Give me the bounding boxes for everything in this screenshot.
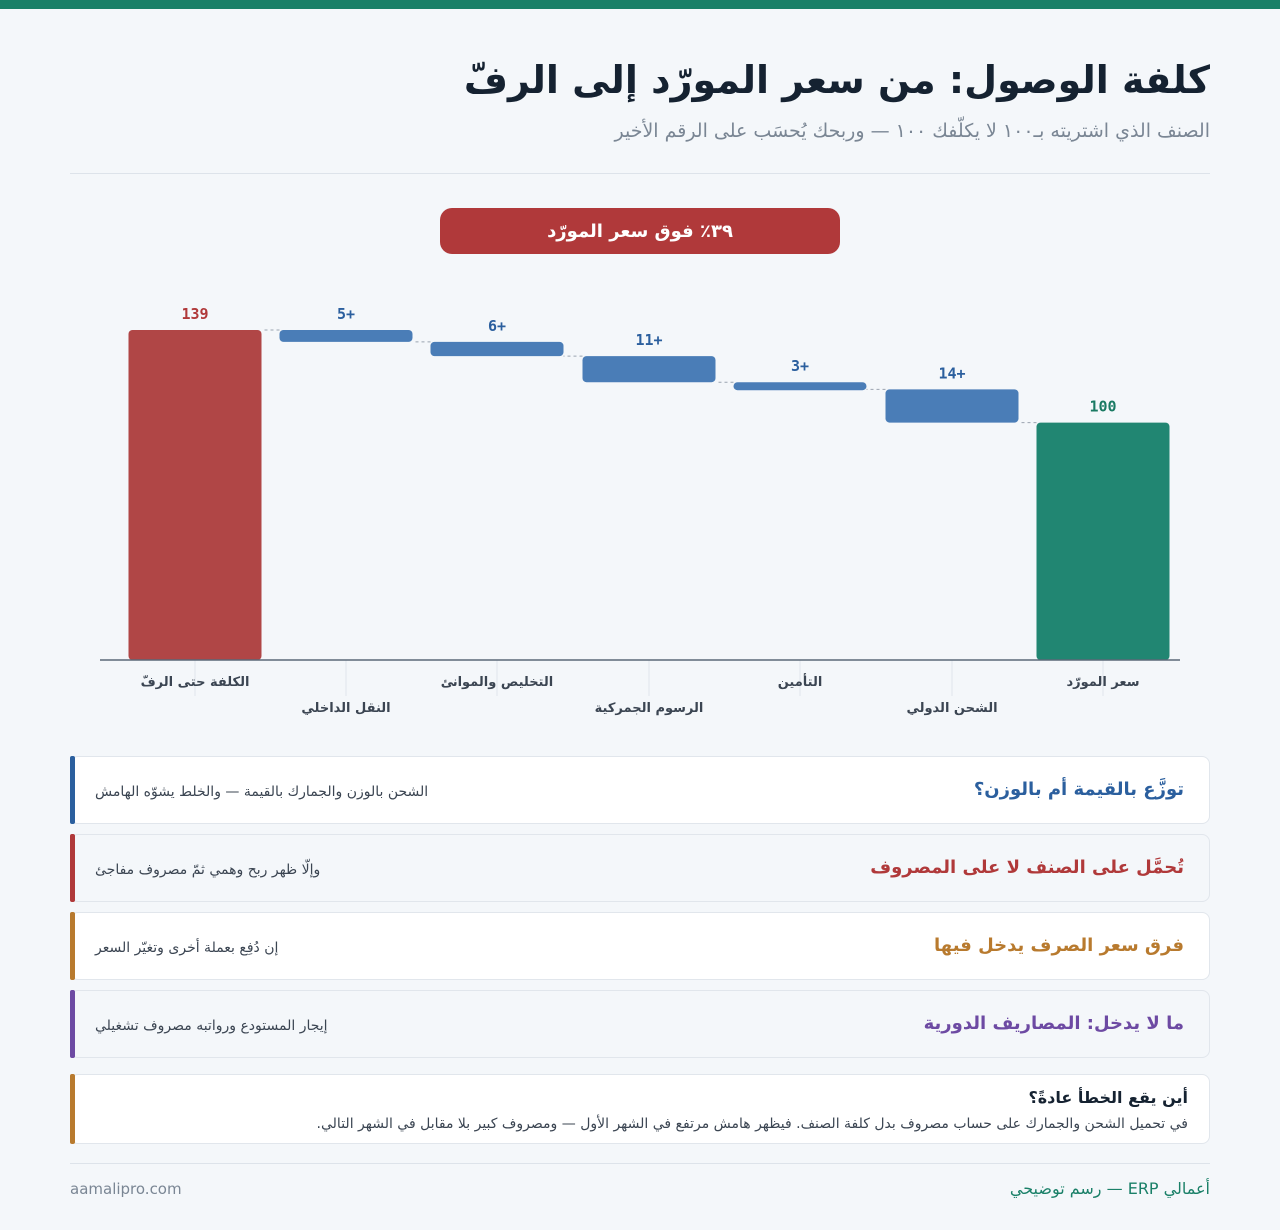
note-card-allocation [70,756,1210,824]
bar-value-label: +14 [938,364,966,383]
note-text: إن دُفِع بعملة أخرى وتغيّر السعر [95,940,279,956]
waterfall-bar [431,342,564,356]
note-card-capitalize [70,834,1210,902]
bar-value-label: 139 [181,305,209,323]
waterfall-bar [129,330,262,660]
note-text: وإلّا ظهر ربح وهمي ثمّ مصروف مفاجئ [95,862,321,878]
markup-badge: ٣٩٪ فوق سعر المورّد [440,208,840,254]
callout-stripe [70,1074,75,1144]
note-card-exclusions [70,990,1210,1058]
waterfall-bar [583,356,716,382]
footer-brand: أعمالي ERP — رسم توضيحي [1009,1179,1210,1198]
page-title: كلفة الوصول: من سعر المورّد إلى الرفّ [463,58,1210,102]
note-stripe [70,912,75,980]
bar-value-label: +5 [336,305,356,323]
note-text: إيجار المستودع ورواتبه مصروف تشغيلي [95,1018,328,1034]
footer-site-link[interactable]: aamalipro.com [70,1180,182,1198]
callout-title: أين يقع الخطأ عادةً؟ [1028,1088,1188,1107]
bar-value-label: +3 [790,357,810,376]
note-stripe [70,990,75,1058]
note-card-fx [70,912,1210,980]
footer-divider [70,1163,1210,1164]
note-title: توزَّع بالقيمة أم بالوزن؟ [973,779,1184,800]
note-stripe [70,834,75,902]
page-subtitle: الصنف الذي اشتريته بـ١٠٠ لا يكلّفك ١٠٠ — وربحك يُحسَب على الرقم الأخير [614,120,1210,142]
x-tick-label: التأمين [777,675,823,690]
bar-value-label: +11 [635,331,663,350]
x-tick-label: الشحن الدولي [906,701,998,716]
waterfall-bar [280,330,413,342]
bar-value-label: 100 [1089,397,1117,416]
x-tick-label: النقل الداخلي [301,701,391,716]
x-tick-label: التخليص والموانئ [440,675,554,690]
note-stripe [70,756,75,824]
waterfall-chart [0,290,1280,730]
common-mistake-callout [70,1074,1210,1144]
header-divider [70,173,1210,174]
x-tick-label: الرسوم الجمركية [594,701,704,716]
note-title: ما لا يدخل: المصاريف الدورية [923,1013,1184,1034]
note-text: الشحن بالوزن والجمارك بالقيمة — والخلط يشوّه الهامش [95,784,429,800]
waterfall-bar [886,389,1019,422]
x-tick-label: سعر المورّد [1066,675,1140,690]
top-accent-bar [0,0,1280,9]
callout-text: في تحميل الشحن والجمارك على حساب مصروف بدل كلفة الصنف. فيظهر هامش مرتفع في الشهر الأول — ومصروف كبير بلا مقابل في الشهر التالي. [316,1116,1188,1132]
note-title: تُحمَّل على الصنف لا على المصروف [870,857,1184,878]
bar-value-label: +6 [487,316,507,335]
x-tick-label: الكلفة حتى الرفّ [140,675,250,690]
waterfall-bar [734,382,867,390]
waterfall-bar [1037,423,1170,660]
note-title: فرق سعر الصرف يدخل فيها [934,935,1184,956]
